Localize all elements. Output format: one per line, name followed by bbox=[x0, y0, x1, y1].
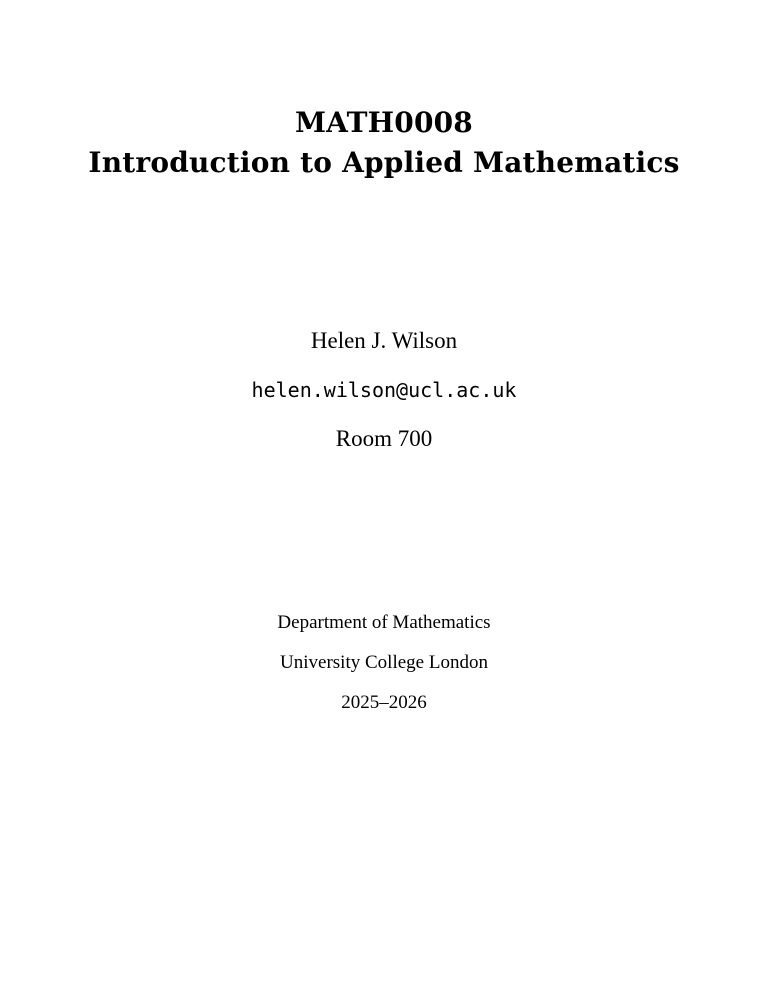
author-email[interactable]: helen.wilson@ucl.ac.uk bbox=[251, 378, 517, 402]
author-block bbox=[0, 325, 768, 455]
author-room: Room 700 bbox=[335, 426, 433, 451]
affiliation-block bbox=[0, 610, 768, 730]
institution: University College London bbox=[280, 652, 488, 673]
course-name: Introduction to Applied Mathematics bbox=[88, 146, 680, 179]
academic-year: 2025–2026 bbox=[341, 692, 427, 713]
title-block bbox=[0, 103, 768, 183]
course-code: MATH0008 bbox=[294, 106, 473, 139]
department: Department of Mathematics bbox=[277, 612, 491, 633]
author-name: Helen J. Wilson bbox=[310, 328, 458, 353]
